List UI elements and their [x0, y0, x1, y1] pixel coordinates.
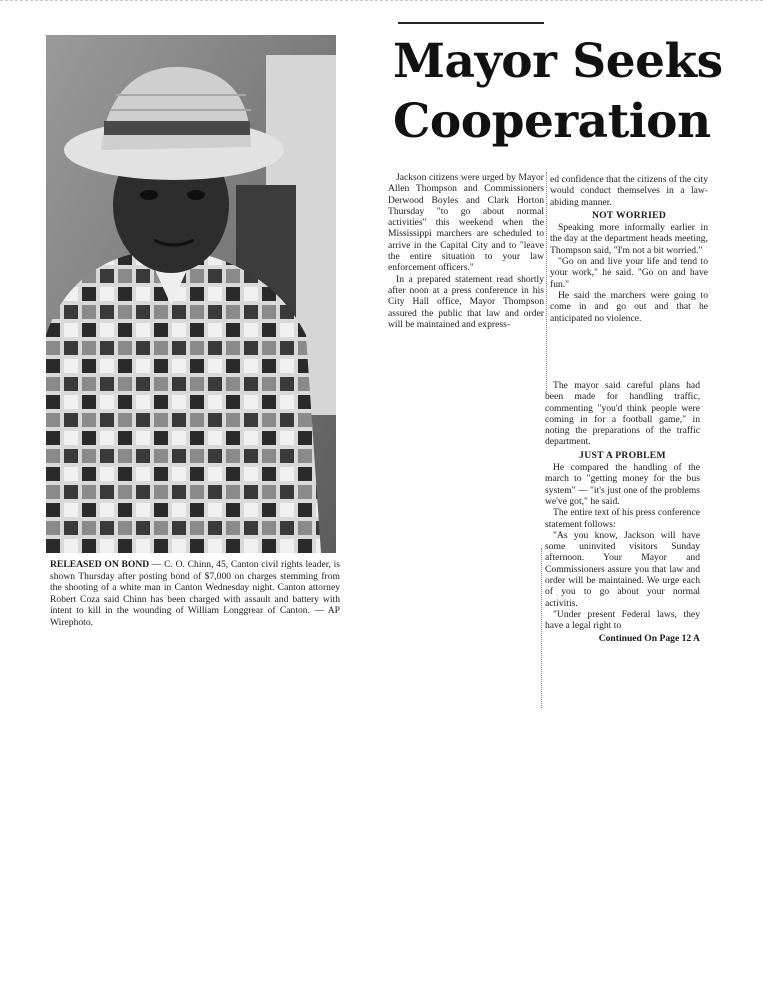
paragraph: The entire text of his press conference statement follows:	[545, 507, 700, 530]
page-top-rule	[0, 0, 763, 3]
paragraph: In a prepared statement read shortly after noon at a press conference in his City Hall office, Mayor Thompson assured the public that law and order will be maintained and express-	[388, 273, 544, 330]
subhead-just-a-problem: JUST A PROBLEM	[579, 449, 666, 461]
headline: Mayor Seeks Cooperation	[393, 34, 723, 149]
photo-icon	[46, 35, 336, 553]
subhead-not-worried: NOT WORRIED	[591, 209, 667, 221]
paragraph: "Go on and live your life and tend to your work," he said. "Go on and have fun."	[550, 256, 708, 290]
paragraph: He compared the handling of the march to "getting money for the bus system" — "it's just one of the problems we've got," he said.	[545, 462, 700, 507]
paragraph: ed confidence that the citizens of the city would conduct themselves in a law-abiding manner.	[550, 174, 708, 208]
column-divider	[541, 548, 542, 708]
news-photo	[46, 35, 336, 553]
paragraph: "Under present Federal laws, they have a legal right to	[545, 608, 700, 632]
paragraph: He said the marchers were going to come in and go out and that he anticipated no violence.	[550, 289, 708, 324]
paragraph: The mayor said careful plans had been made for handling traffic, commenting "you'd think people were coming in for a football game," in noting the preparations of the traffic department.	[545, 380, 700, 448]
paragraph: Speaking more informally earlier in the day at the department heads meeting, Thompson said, "I'm not a bit worried."	[550, 222, 708, 256]
paragraph: "As you know, Jackson will have some uninvited visitors Sunday afternoon. Your Mayor and Commissioners assure you that law and order will be maintained. We urge each of you to go about your normal activitis.	[545, 529, 700, 609]
paragraph: Jackson citizens were urged by Mayor Allen Thompson and Commissioners Derwood Boyles and Clark Horton Thursday "to go about normal activities" this weekend when the Mississippi marchers are scheduled to arrive in the Capital City and to "leave the entire situation to your law enforcement officers."	[388, 172, 544, 274]
photo-caption	[50, 559, 340, 628]
caption-text: — C. O. Chinn, 45, Canton civil rights leader, is shown Thursday after posting bond of $7,000 on charges stemming from the shooting of a white man in Canton Wednesday night. Canton attorney Robert Coza said Chinn has been charged with assault and battery with intent to kill in the wounding of William Longgrear of Canton. — AP Wirephoto.	[50, 559, 340, 628]
continued-line: Continued On Page 12 A	[598, 632, 700, 644]
article-column-3	[545, 380, 700, 644]
caption-lead: RELEASED ON BOND	[50, 559, 150, 570]
article-column-1	[388, 172, 544, 330]
article-column-2	[550, 174, 708, 324]
column-divider	[546, 172, 547, 392]
headline-rule	[398, 22, 544, 24]
